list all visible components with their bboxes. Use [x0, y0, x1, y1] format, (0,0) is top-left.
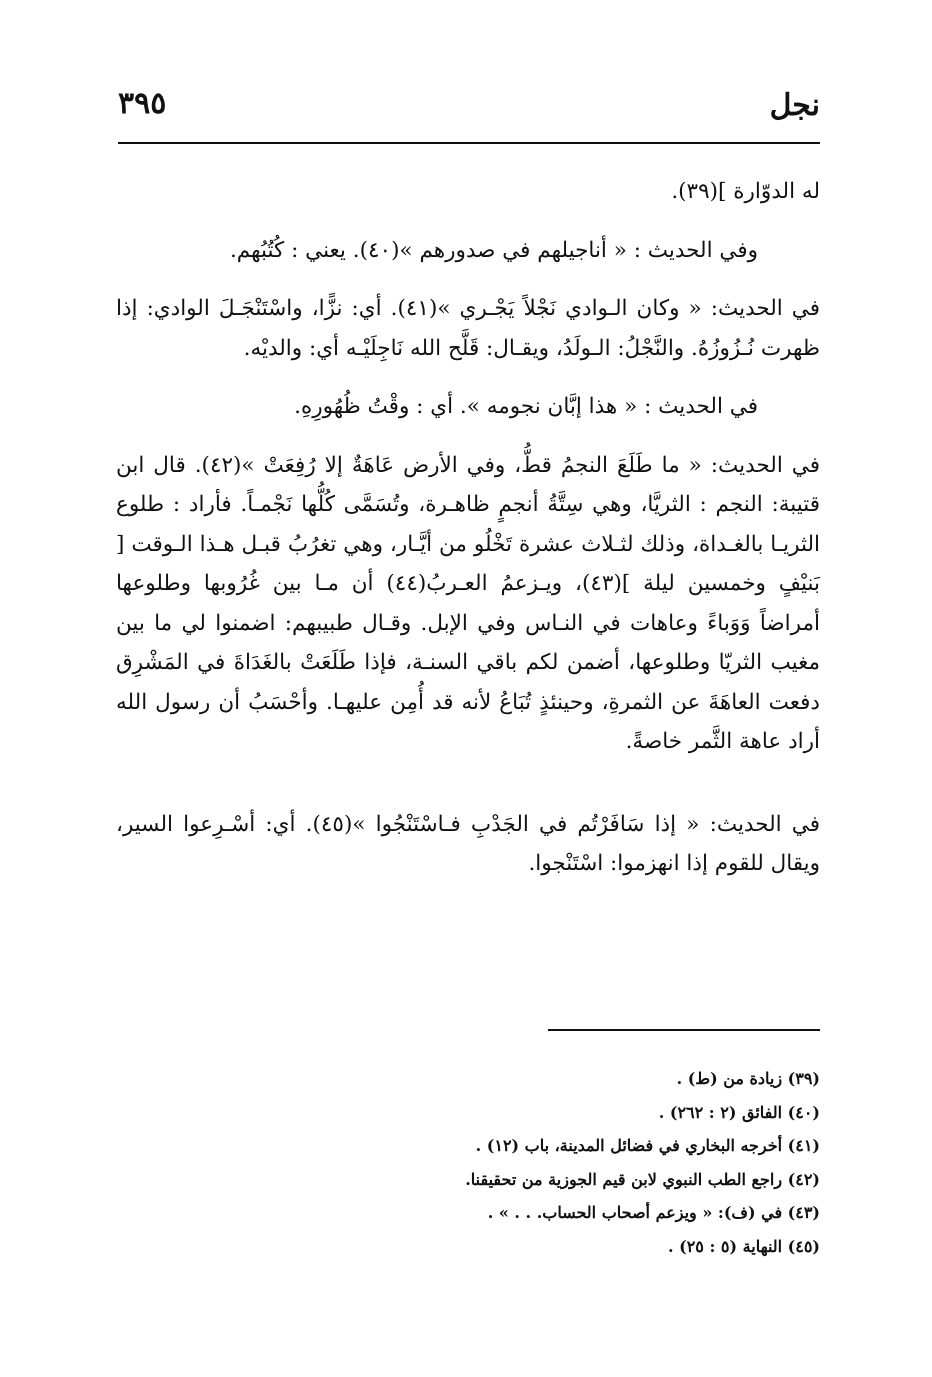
main-text	[116, 172, 820, 884]
running-head-title: نجل	[769, 88, 820, 123]
running-head	[118, 80, 820, 130]
footnote: (٣٩) زيادة من (ط) .	[676, 1069, 820, 1088]
paragraph: له الدوّارة ](٣٩).	[671, 179, 820, 204]
footnote: (٤٢) راجع الطب النبوي لابن قيم الجوزية من تحقيقنا.	[465, 1169, 820, 1189]
page-number: ٣٩٥	[118, 86, 167, 121]
footnotes	[120, 1062, 820, 1263]
paragraph: في الحديث: « ما طَلَعَ النجمُ قطُّ، وفي الأرض عَاهَةٌ إلا رُفِعَتْ »(٤٢). قال ابن قتيبة: النجم : الثريَّا، وهي سِتَّةُ أنجمٍ ظاهـرة، وتُسَمَّى كُلُّها نَجْمـاً. فأراد : طلوع الثريـا بالغـداة، وذلك لثـلاث عشرة تَخْلُو من أيَّـار، وهي تغرُبُ قبـل هـذا الـوقت [ بَنيْفٍ وخمسين ليلة ](٤٣)، ويـزعمُ العـربُ(٤٤) أن مـا بين غُرُوبها وطلوعها أمراضاً وَوَباءً وعاهات في النـاس وفي الإبل. وقـال طبيبهم: اضمنوا لي ما بين مغيب الثريّا وطلوعها، أضمن لكم باقي السنـة، فإذا طَلَعَتْ بالغَدَاةَ في المَشْرِق دفعت العاهَةَ عن الثمرةِ، وحينئذٍ تُبَاعُ لأنه قد أُمِن عليهـا. وأحْسَبُ أن رسول الله أراد عاهة الثَّمر خاصةً.	[116, 452, 820, 754]
paragraph: في الحديث: « إذا سَافَرْتُم في الجَدْبِ فـاسْتَنْجُوا »(٤٥). أي: أسْـرِعوا السير، ويقال للقوم إذا انهزموا: اسْتَنْجوا.	[116, 811, 820, 876]
footnote: (٤٥) النهاية (٥ : ٢٥) .	[667, 1236, 820, 1256]
paragraph: في الحديث: « وكان الـوادي نَجْلاً يَجْـري »(٤١). أي: نزًّا، واسْتَنْجَـلَ الوادي: إذا ظهرت نُـزُوزُهُ. والنَّجْلُ: الـولَدُ، ويقـال: قَلَّح الله نَاجِلَيْـه أي: والديْه.	[116, 296, 820, 361]
footnote: (٤٣) في (ف): « ويزعم أصحاب الحساب. . . » .	[487, 1203, 820, 1222]
header-rule	[118, 142, 820, 144]
footnote-separator	[548, 1029, 820, 1031]
footnote: (٤١) أخرجه البخاري في فضائل المدينة، باب (١٢) .	[475, 1136, 820, 1155]
footnote: (٤٠) الفائق (٢ : ٢٦٢) .	[658, 1102, 820, 1122]
paragraph: في الحديث : « هذا إبَّان نجومه ». أي : وقْتُ ظُهُورِهِ.	[294, 394, 758, 419]
paragraph: وفي الحديث : « أناجيلهم في صدورهم »(٤٠). يعني : كُتُبُهم.	[229, 237, 758, 263]
